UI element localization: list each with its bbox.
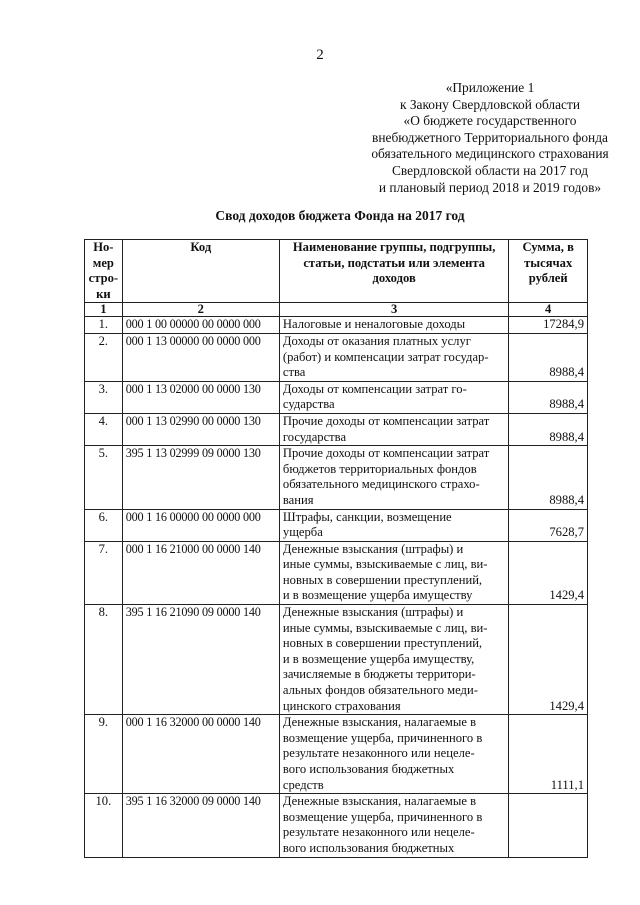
code-cell: 000 1 16 32000 00 0000 140 <box>122 715 279 794</box>
header-sum: Сумма, в тысячах рублей <box>509 240 588 303</box>
sum-cell: 17284,9 <box>509 317 588 334</box>
column-index-row <box>85 303 588 317</box>
header-row-number: Но- мер стро- ки <box>85 240 123 303</box>
row-number-cell: 3. <box>85 381 123 413</box>
name-cell: Денежные взыскания, налагаемые в возмещение ущерба, причиненного в результате незаконного или нецеле- вого использования бюджетных средств <box>279 715 508 794</box>
name-cell: Штрафы, санкции, возмещение ущерба <box>279 509 508 541</box>
name-cell: Доходы от компенсации затрат го- сударства <box>279 381 508 413</box>
row-number-cell: 1. <box>85 317 123 334</box>
sum-cell: 1429,4 <box>509 541 588 604</box>
code-cell: 000 1 13 00000 00 0000 000 <box>122 333 279 381</box>
row-number-cell: 6. <box>85 509 123 541</box>
table-row <box>85 317 588 334</box>
table-row <box>85 381 588 413</box>
appendix-line: к Закону Свердловской области <box>399 96 581 112</box>
column-index: 3 <box>279 303 508 317</box>
code-cell: 395 1 16 21090 09 0000 140 <box>122 605 279 715</box>
header-name: Наименование группы, подгруппы, статьи, подстатьи или элемента доходов <box>279 240 508 303</box>
name-cell: Налоговые и неналоговые доходы <box>279 317 508 334</box>
document-title: Свод доходов бюджета Фонда на 2017 год <box>215 208 465 223</box>
table-row <box>85 509 588 541</box>
name-cell: Денежные взыскания (штрафы) и иные суммы, взыскиваемые с лиц, ви- новных в совершении преступлений, и в возмещение ущерба имуществу, зачисляемые в бюджеты территори- альных фондов обязательного меди- цинского страхования <box>279 605 508 715</box>
name-cell: Прочие доходы от компенсации затрат бюджетов территориальных фондов обязательного медицинского страхо- вания <box>279 446 508 509</box>
code-cell: 395 1 16 32000 09 0000 140 <box>122 794 279 857</box>
row-number-cell: 4. <box>85 413 123 445</box>
column-index: 2 <box>122 303 279 317</box>
row-number-cell: 2. <box>85 333 123 381</box>
code-cell: 000 1 13 02000 00 0000 130 <box>122 381 279 413</box>
sum-cell: 8988,4 <box>509 413 588 445</box>
appendix-line: обязательного медицинского страхования <box>371 146 609 162</box>
table-row <box>85 541 588 604</box>
table-body <box>85 317 588 857</box>
sum-cell: 8988,4 <box>509 446 588 509</box>
table-row <box>85 715 588 794</box>
appendix-line: внебюджетного Территориального фонда <box>372 129 608 145</box>
row-number-cell: 8. <box>85 605 123 715</box>
appendix-line: «Приложение 1 <box>445 80 535 95</box>
code-cell: 000 1 13 02990 00 0000 130 <box>122 413 279 445</box>
table-header-row <box>85 240 588 303</box>
name-cell: Доходы от оказания платных услуг (работ) и компенсации затрат государ- ства <box>279 333 508 381</box>
sum-cell: 8988,4 <box>509 381 588 413</box>
appendix-line: Свердловской области на 2017 год <box>391 162 589 178</box>
header-code: Код <box>122 240 279 303</box>
name-cell: Прочие доходы от компенсации затрат государства <box>279 413 508 445</box>
table-row <box>85 605 588 715</box>
column-index: 1 <box>85 303 123 317</box>
name-cell: Денежные взыскания (штрафы) и иные суммы, взыскиваемые с лиц, ви- новных в совершении преступлений, и в возмещение ущерба имуществу <box>279 541 508 604</box>
name-cell: Денежные взыскания, налагаемые в возмещение ущерба, причиненного в результате незаконного или нецеле- вого использования бюджетных <box>279 794 508 857</box>
code-cell: 000 1 16 21000 00 0000 140 <box>122 541 279 604</box>
code-cell: 000 1 00 00000 00 0000 000 <box>122 317 279 334</box>
sum-cell: 1111,1 <box>509 715 588 794</box>
sum-cell: 1429,4 <box>509 605 588 715</box>
table-row <box>85 413 588 445</box>
row-number-cell: 9. <box>85 715 123 794</box>
table-row <box>85 333 588 381</box>
row-number-cell: 7. <box>85 541 123 604</box>
table-row <box>85 794 588 857</box>
revenue-table <box>84 239 588 858</box>
sum-cell: 7628,7 <box>509 509 588 541</box>
sum-cell <box>509 794 588 857</box>
appendix-header <box>300 80 640 196</box>
sum-cell: 8988,4 <box>509 333 588 381</box>
page-number: 2 <box>316 47 324 63</box>
column-index: 4 <box>509 303 588 317</box>
row-number-cell: 10. <box>85 794 123 857</box>
row-number-cell: 5. <box>85 446 123 509</box>
table-row <box>85 446 588 509</box>
code-cell: 000 1 16 00000 00 0000 000 <box>122 509 279 541</box>
appendix-line: «О бюджете государственного <box>403 113 577 129</box>
appendix-line: и плановый период 2018 и 2019 годов» <box>378 179 602 195</box>
code-cell: 395 1 13 02999 09 0000 130 <box>122 446 279 509</box>
